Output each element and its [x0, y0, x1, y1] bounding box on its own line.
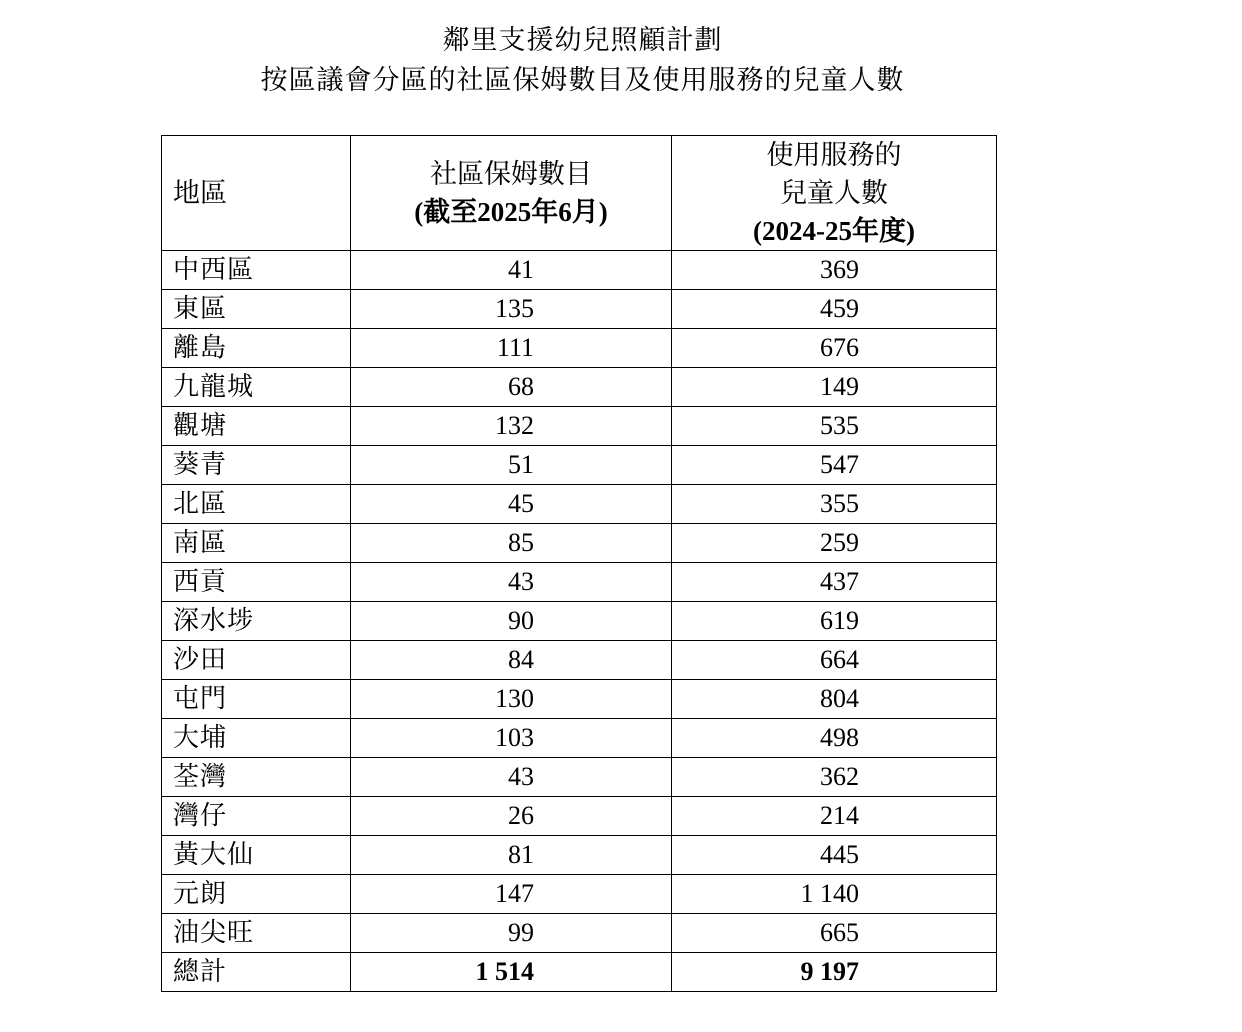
region-cell: 九龍城 — [162, 368, 351, 407]
nannies-cell: 51 — [351, 446, 672, 485]
children-cell: 665 — [672, 914, 997, 953]
nannies-cell: 85 — [351, 524, 672, 563]
region-cell: 大埔 — [162, 719, 351, 758]
nannies-cell: 84 — [351, 641, 672, 680]
region-cell: 深水埗 — [162, 602, 351, 641]
header-children-line3: (2024-25年度) — [753, 216, 915, 246]
document-subtitle: 按區議會分區的社區保姆數目及使用服務的兒童人數 — [260, 65, 905, 95]
children-cell: 355 — [672, 485, 997, 524]
table-row — [162, 836, 997, 875]
children-cell: 9 197 — [672, 953, 997, 992]
nannies-cell: 45 — [351, 485, 672, 524]
table-row — [162, 485, 997, 524]
table-row — [162, 797, 997, 836]
table-body — [162, 251, 997, 992]
region-cell: 荃灣 — [162, 758, 351, 797]
children-cell: 664 — [672, 641, 997, 680]
region-cell: 觀塘 — [162, 407, 351, 446]
statistics-table — [161, 135, 997, 992]
table-row — [162, 407, 997, 446]
table-row — [162, 680, 997, 719]
children-cell: 676 — [672, 329, 997, 368]
table-row — [162, 446, 997, 485]
table-row — [162, 563, 997, 602]
region-cell: 黃大仙 — [162, 836, 351, 875]
header-region: 地區 — [162, 136, 351, 251]
table-row — [162, 719, 997, 758]
nannies-cell: 111 — [351, 329, 672, 368]
region-cell: 中西區 — [162, 251, 351, 290]
header-children-line2: 兒童人數 — [780, 178, 888, 208]
table-row — [162, 329, 997, 368]
nannies-cell: 132 — [351, 407, 672, 446]
nannies-cell: 43 — [351, 563, 672, 602]
children-cell: 362 — [672, 758, 997, 797]
header-nannies — [351, 136, 672, 251]
children-cell: 498 — [672, 719, 997, 758]
region-cell: 離島 — [162, 329, 351, 368]
table-header-row — [162, 136, 997, 251]
header-children-line1: 使用服務的 — [766, 140, 902, 170]
table-row — [162, 524, 997, 563]
region-cell: 葵青 — [162, 446, 351, 485]
children-cell: 214 — [672, 797, 997, 836]
table-total-row — [162, 953, 997, 992]
children-cell: 619 — [672, 602, 997, 641]
children-cell: 1 140 — [672, 875, 997, 914]
table-row — [162, 602, 997, 641]
nannies-cell: 43 — [351, 758, 672, 797]
region-cell: 西貢 — [162, 563, 351, 602]
region-cell: 沙田 — [162, 641, 351, 680]
region-cell: 北區 — [162, 485, 351, 524]
nannies-cell: 147 — [351, 875, 672, 914]
table-row — [162, 290, 997, 329]
children-cell: 437 — [672, 563, 997, 602]
document-title: 鄰里支援幼兒照顧計劃 — [442, 25, 723, 55]
table-row — [162, 641, 997, 680]
children-cell: 259 — [672, 524, 997, 563]
table-row — [162, 914, 997, 953]
nannies-cell: 41 — [351, 251, 672, 290]
table-row — [162, 758, 997, 797]
children-cell: 804 — [672, 680, 997, 719]
children-cell: 445 — [672, 836, 997, 875]
nannies-cell: 130 — [351, 680, 672, 719]
nannies-cell: 103 — [351, 719, 672, 758]
region-cell: 屯門 — [162, 680, 351, 719]
nannies-cell: 68 — [351, 368, 672, 407]
nannies-cell: 1 514 — [351, 953, 672, 992]
table-row — [162, 251, 997, 290]
header-nannies-line2: (截至2025年6月) — [414, 197, 608, 227]
header-children — [672, 136, 997, 251]
children-cell: 149 — [672, 368, 997, 407]
region-cell: 油尖旺 — [162, 914, 351, 953]
header-nannies-line1: 社區保姆數目 — [430, 159, 592, 189]
nannies-cell: 26 — [351, 797, 672, 836]
children-cell: 369 — [672, 251, 997, 290]
table-row — [162, 368, 997, 407]
region-cell: 南區 — [162, 524, 351, 563]
table-row — [162, 875, 997, 914]
region-cell: 東區 — [162, 290, 351, 329]
region-cell: 元朗 — [162, 875, 351, 914]
children-cell: 535 — [672, 407, 997, 446]
region-cell: 總計 — [162, 953, 351, 992]
nannies-cell: 90 — [351, 602, 672, 641]
region-cell: 灣仔 — [162, 797, 351, 836]
nannies-cell: 81 — [351, 836, 672, 875]
nannies-cell: 135 — [351, 290, 672, 329]
nannies-cell: 99 — [351, 914, 672, 953]
children-cell: 547 — [672, 446, 997, 485]
children-cell: 459 — [672, 290, 997, 329]
